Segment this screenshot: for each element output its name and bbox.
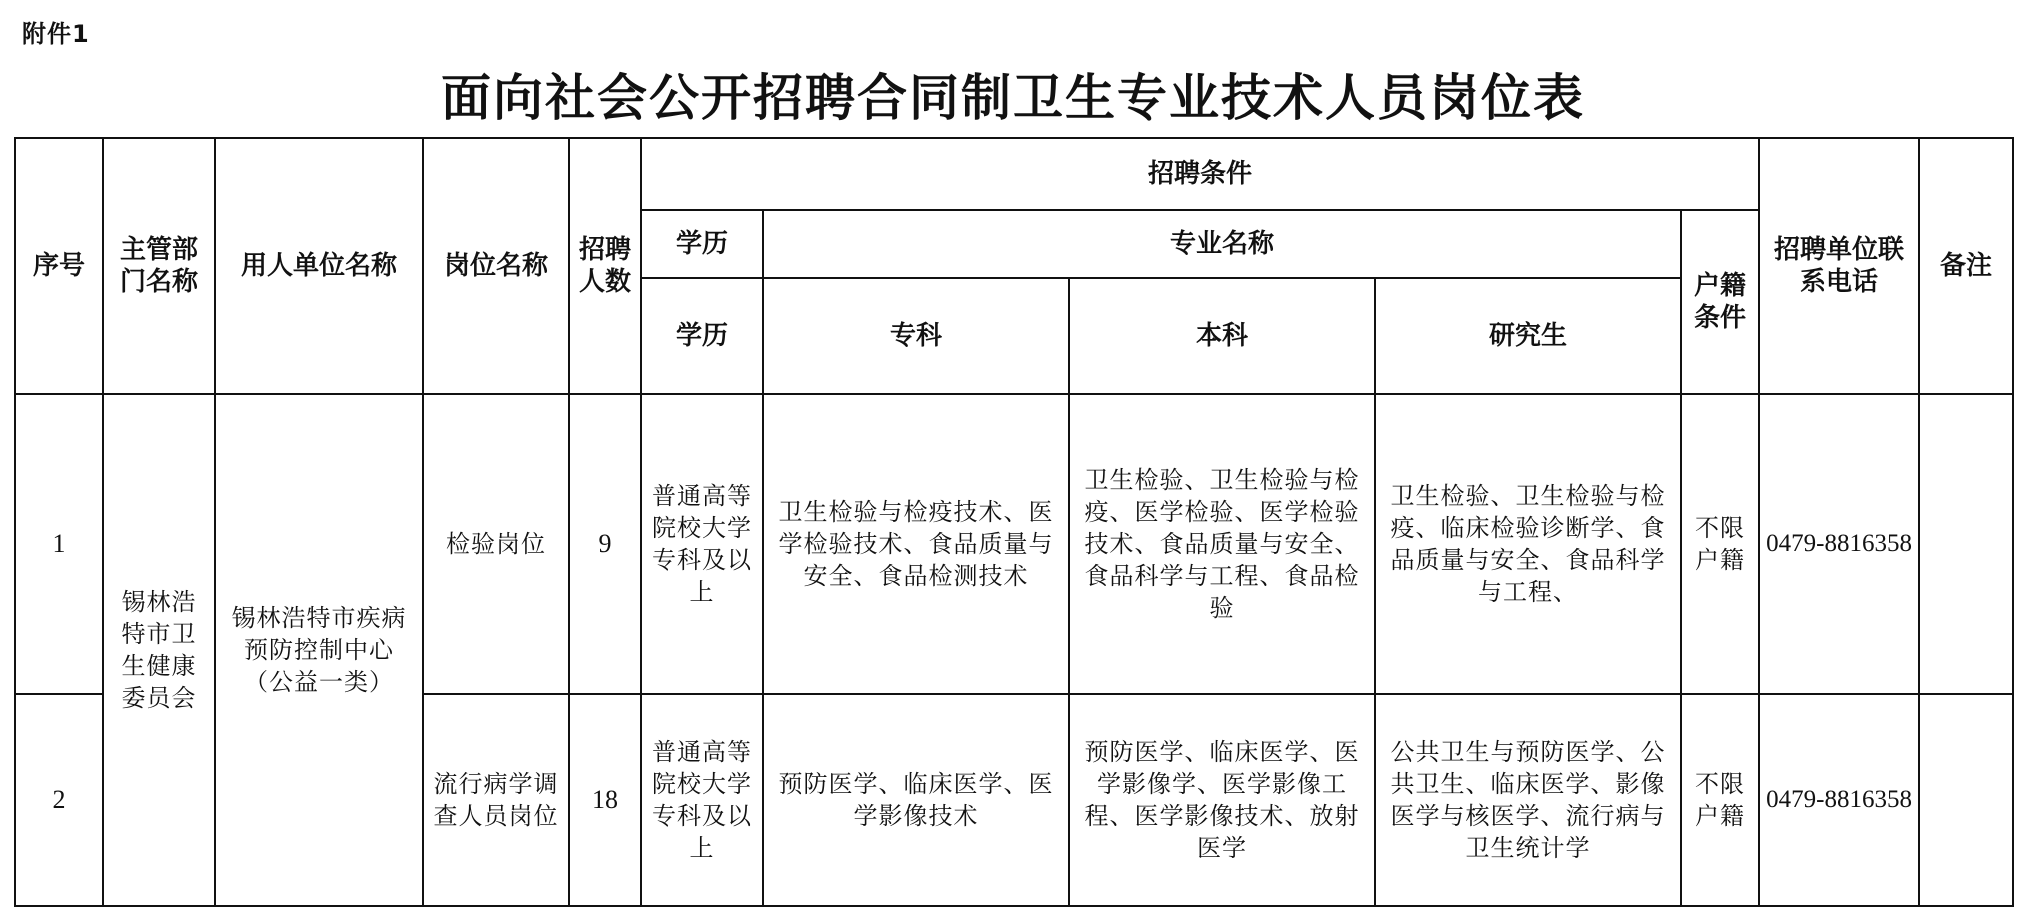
header-phone: 招聘单位联系电话: [1759, 138, 1919, 394]
header-household: 户籍条件: [1681, 210, 1759, 394]
header-department: 主管部门名称: [103, 138, 215, 394]
row-seq: 1: [15, 394, 103, 694]
recruitment-table: [14, 137, 2014, 907]
header-seq: 序号: [15, 138, 103, 394]
row-household: 不限户籍: [1681, 394, 1759, 694]
row-seq: 2: [15, 694, 103, 906]
header-undergraduate: 本科: [1069, 278, 1375, 394]
header-junior-college: 专科: [763, 278, 1069, 394]
row-education: 普通高等院校大学专科及以上: [641, 694, 763, 906]
header-education-top: 学历: [641, 210, 763, 278]
header-education: 学历: [641, 278, 763, 394]
row-phone: 0479-8816358: [1759, 394, 1919, 694]
row-position: 检验岗位: [423, 394, 569, 694]
row-undergraduate: 卫生检验、卫生检验与检疫、医学检验、医学检验技术、食品质量与安全、食品科学与工程、食品检验: [1069, 394, 1375, 694]
row-education: 普通高等院校大学专科及以上: [641, 394, 763, 694]
header-count: 招聘人数: [569, 138, 641, 394]
attachment-label: 附件1: [22, 20, 90, 48]
unit-cell: 锡林浩特市疾病预防控制中心（公益一类）: [215, 394, 423, 906]
header-unit: 用人单位名称: [215, 138, 423, 394]
row-remarks: [1919, 694, 2013, 906]
row-position: 流行病学调查人员岗位: [423, 694, 569, 906]
header-position: 岗位名称: [423, 138, 569, 394]
header-row-1: [15, 138, 2013, 210]
row-undergraduate: 预防医学、临床医学、医学影像学、医学影像工程、医学影像技术、放射医学: [1069, 694, 1375, 906]
page-title: 面向社会公开招聘合同制卫生专业技术人员岗位表: [441, 68, 1585, 127]
header-major-name: 专业名称: [763, 210, 1681, 278]
header-graduate: 研究生: [1375, 278, 1681, 394]
header-conditions: 招聘条件: [641, 138, 1759, 210]
row-junior-college: 预防医学、临床医学、医学影像技术: [763, 694, 1069, 906]
department-cell: 锡林浩特市卫生健康委员会: [103, 394, 215, 906]
header-remarks: 备注: [1919, 138, 2013, 394]
table-row: [15, 394, 2013, 694]
row-remarks: [1919, 394, 2013, 694]
row-junior-college: 卫生检验与检疫技术、医学检验技术、食品质量与安全、食品检测技术: [763, 394, 1069, 694]
row-graduate: 卫生检验、卫生检验与检疫、临床检验诊断学、食品质量与安全、食品科学与工程、: [1375, 394, 1681, 694]
row-graduate: 公共卫生与预防医学、公共卫生、临床医学、影像医学与核医学、流行病与卫生统计学: [1375, 694, 1681, 906]
row-count: 18: [569, 694, 641, 906]
row-household: 不限户籍: [1681, 694, 1759, 906]
row-count: 9: [569, 394, 641, 694]
row-phone: 0479-8816358: [1759, 694, 1919, 906]
